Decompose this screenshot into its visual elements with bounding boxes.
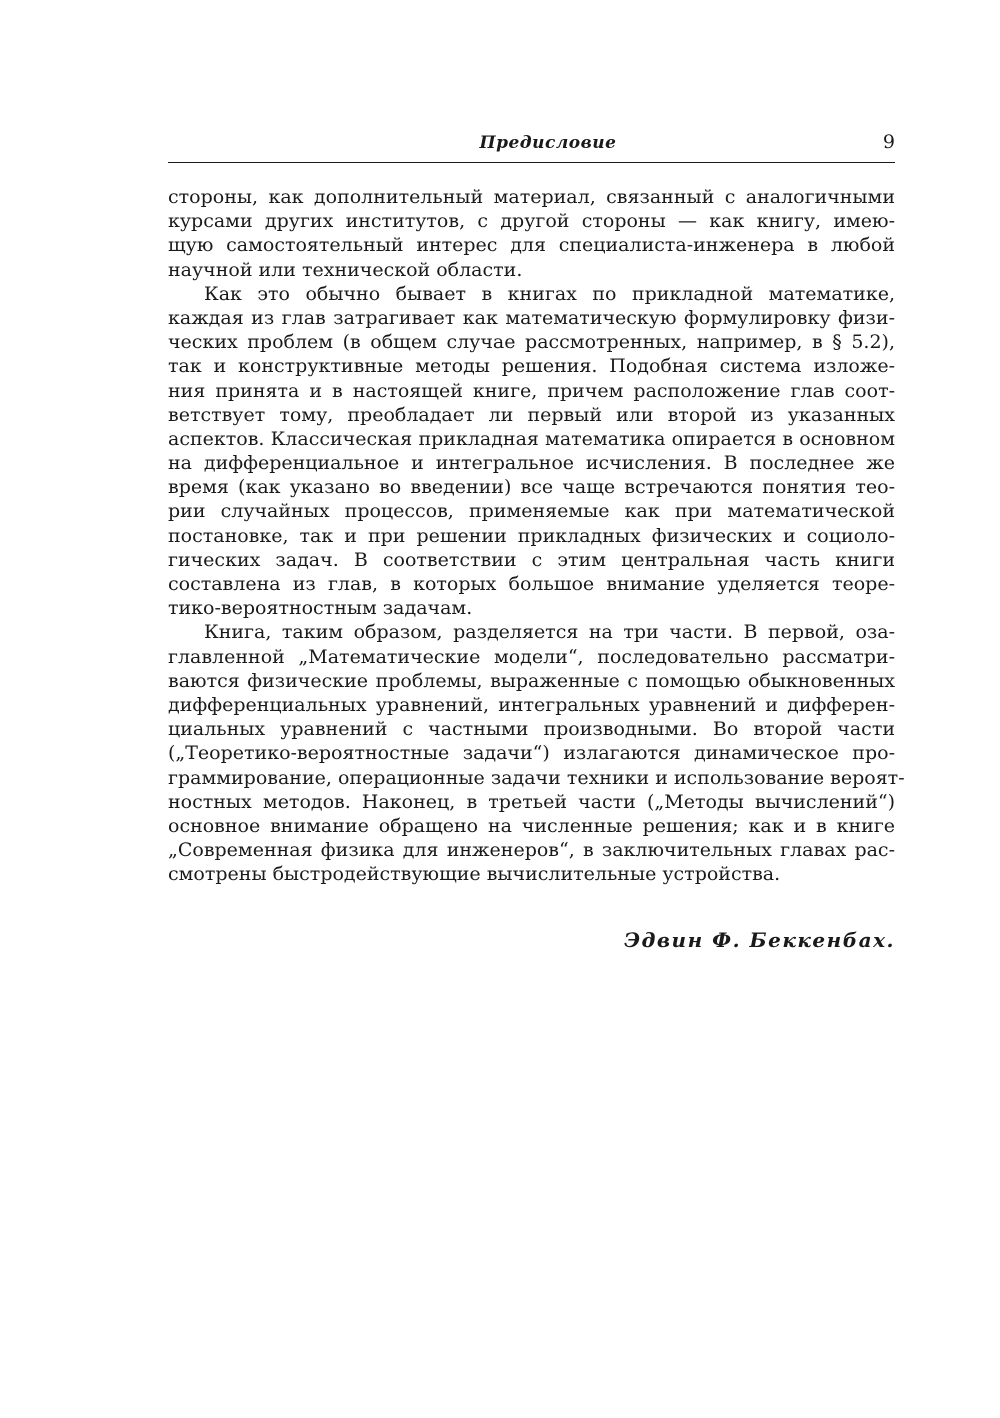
text-line: циальных уравнений с частными производными. Во второй части [168, 718, 895, 741]
text-line: курсами других институтов, с другой стороны — как книгу, имею- [168, 210, 895, 233]
text-line: каждая из глав затрагивает как математическую формулировку физи- [168, 306, 895, 329]
text-line: основное внимание обращено на численные решения; как и в книге [168, 814, 895, 837]
running-head [168, 133, 895, 159]
header-rule [168, 162, 895, 163]
text-line: рии случайных процессов, применяемые как при математической [168, 500, 895, 523]
text-line: время (как указано во введении) все чаще встречаются понятия тео- [168, 476, 895, 499]
text-line: научной или технической области. [168, 258, 523, 281]
text-line: ния принята и в настоящей книге, причем расположение глав соот- [168, 379, 895, 402]
text-line: ветствует тому, преобладает ли первый или второй из указанных [168, 403, 895, 426]
text-line: главленной „Математические модели“, последовательно рассматри- [168, 645, 895, 668]
text-line: на дифференциальное и интегральное исчисления. В последнее же [168, 452, 895, 475]
text-line: аспектов. Классическая прикладная математика опирается в основном [168, 427, 895, 450]
text-line: составлена из глав, в которых большое внимание уделяется теоре- [168, 573, 895, 595]
text-line: граммирование, операционные задачи техники и использование вероят- [168, 766, 905, 789]
author-signature: Эдвин Ф. Беккенбах. [624, 928, 895, 952]
text-line: дифференциальных уравнений, интегральных уравнений и дифферен- [168, 693, 895, 716]
text-line: тико-вероятностным задачам. [168, 597, 473, 620]
body-text [168, 185, 905, 886]
text-line: щую самостоятельный интерес для специалиста-инженера в любой [168, 234, 895, 257]
text-line: гических задач. В соответствии с этим центральная часть книги [168, 548, 895, 571]
text-line: смотрены быстродействующие вычислительные устройства. [168, 863, 781, 886]
text-line: ваются физические проблемы, выраженные с помощью обыкновенных [168, 669, 895, 692]
text-line: „Современная физика для инженеров“, в заключительных главах рас- [168, 839, 895, 862]
text-line: стороны, как дополнительный материал, связанный с аналогичными [168, 186, 895, 208]
text-line: постановке, так и при решении прикладных физических и социоло- [168, 524, 895, 547]
running-title: Предисловие [479, 133, 617, 153]
text-line: („Теоретико-вероятностные задачи“) излагаются динамическое про- [168, 742, 895, 765]
text-line: ческих проблем (в общем случае рассмотренных, например, в § 5.2), [168, 331, 895, 354]
text-line: ностных методов. Наконец, в третьей части („Методы вычислений“) [168, 790, 895, 813]
text-line: Как это обычно бывает в книгах по прикладной математике, [204, 282, 895, 305]
text-line: так и конструктивные методы решения. Подобная система изложе- [168, 355, 895, 378]
text-line: Книга, таким образом, разделяется на три части. В первой, оза- [204, 621, 895, 644]
page-number: 9 [882, 131, 895, 153]
